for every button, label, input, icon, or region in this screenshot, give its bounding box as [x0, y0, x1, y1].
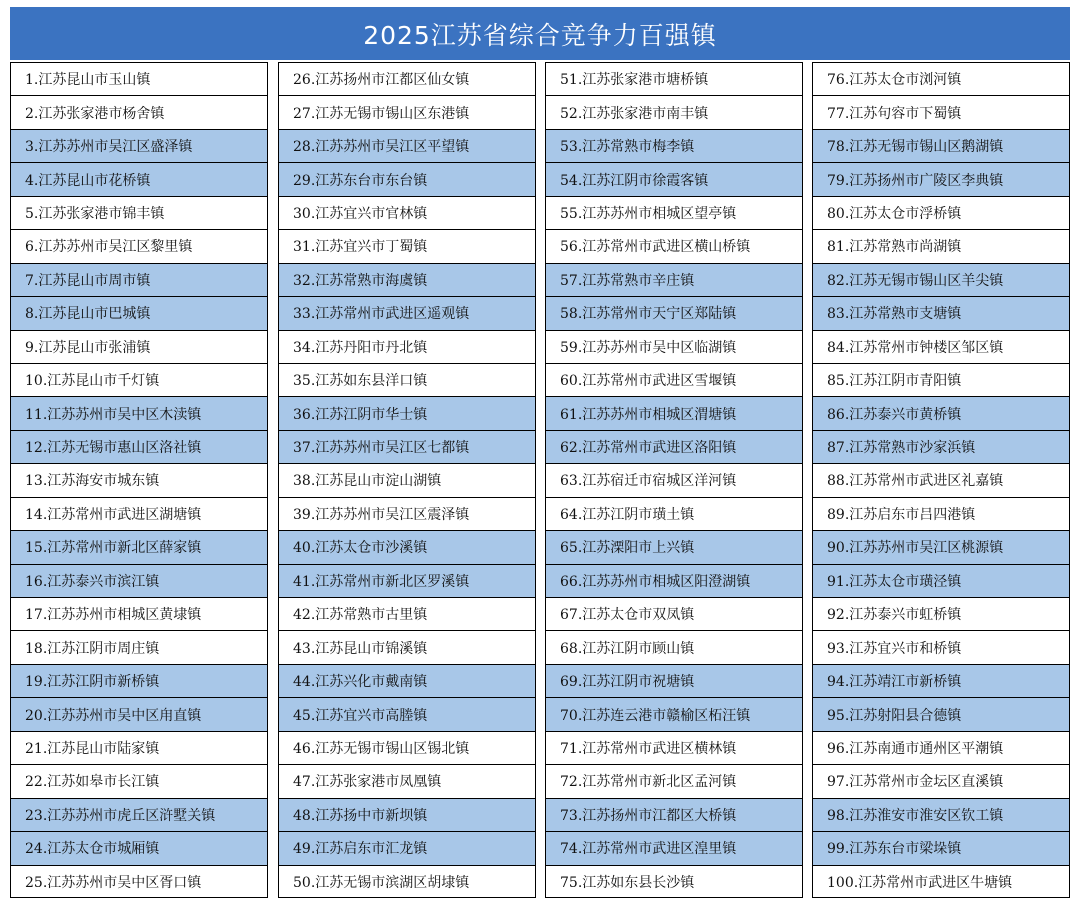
table-cell: 34.江苏丹阳市丹北镇: [279, 330, 535, 363]
page-title: 2025江苏省综合竞争力百强镇: [363, 20, 717, 50]
table-cell: 8.江苏昆山市巴城镇: [11, 296, 267, 329]
table-cell: 52.江苏张家港市南丰镇: [546, 95, 802, 128]
table-cell: 60.江苏常州市武进区雪堰镇: [546, 363, 802, 396]
table-cell: 88.江苏常州市武进区礼嘉镇: [813, 463, 1069, 496]
table-cell: 15.江苏常州市新北区薛家镇: [11, 530, 267, 563]
table-cell: 40.江苏太仓市沙溪镇: [279, 530, 535, 563]
table-cell: 95.江苏射阳县合德镇: [813, 697, 1069, 730]
table-cell: 55.江苏苏州市相城区望亭镇: [546, 196, 802, 229]
table-cell: 66.江苏苏州市相城区阳澄湖镇: [546, 564, 802, 597]
ranking-column-1: [10, 62, 268, 898]
table-cell: 75.江苏如东县长沙镇: [546, 865, 802, 898]
table-cell: 56.江苏常州市武进区横山桥镇: [546, 229, 802, 262]
table-cell: 90.江苏苏州市吴江区桃源镇: [813, 530, 1069, 563]
table-cell: 30.江苏宜兴市官林镇: [279, 196, 535, 229]
table-cell: 77.江苏句容市下蜀镇: [813, 95, 1069, 128]
table-cell: 50.江苏无锡市滨湖区胡埭镇: [279, 865, 535, 898]
table-cell: 16.江苏泰兴市滨江镇: [11, 564, 267, 597]
table-cell: 25.江苏苏州市吴中区胥口镇: [11, 865, 267, 898]
table-cell: 14.江苏常州市武进区湖塘镇: [11, 497, 267, 530]
table-cell: 24.江苏太仓市城厢镇: [11, 831, 267, 864]
table-cell: 38.江苏昆山市淀山湖镇: [279, 463, 535, 496]
ranking-columns: [10, 62, 1070, 898]
table-cell: 83.江苏常熟市支塘镇: [813, 296, 1069, 329]
ranking-column-2: [278, 62, 536, 898]
table-cell: 54.江苏江阴市徐霞客镇: [546, 162, 802, 195]
table-cell: 49.江苏启东市汇龙镇: [279, 831, 535, 864]
table-cell: 73.江苏扬州市江都区大桥镇: [546, 798, 802, 831]
table-cell: 39.江苏苏州市吴江区震泽镇: [279, 497, 535, 530]
table-cell: 72.江苏常州市新北区孟河镇: [546, 764, 802, 797]
table-cell: 51.江苏张家港市塘桥镇: [546, 62, 802, 95]
table-cell: 21.江苏昆山市陆家镇: [11, 731, 267, 764]
table-cell: 79.江苏扬州市广陵区李典镇: [813, 162, 1069, 195]
table-cell: 86.江苏泰兴市黄桥镇: [813, 396, 1069, 429]
table-cell: 70.江苏连云港市赣榆区柘汪镇: [546, 697, 802, 730]
table-cell: 27.江苏无锡市锡山区东港镇: [279, 95, 535, 128]
table-cell: 48.江苏扬中市新坝镇: [279, 798, 535, 831]
table-cell: 42.江苏常熟市古里镇: [279, 597, 535, 630]
table-cell: 82.江苏无锡市锡山区羊尖镇: [813, 263, 1069, 296]
table-cell: 61.江苏苏州市相城区渭塘镇: [546, 396, 802, 429]
table-cell: 29.江苏东台市东台镇: [279, 162, 535, 195]
table-cell: 43.江苏昆山市锦溪镇: [279, 630, 535, 663]
table-cell: 91.江苏太仓市璜泾镇: [813, 564, 1069, 597]
table-cell: 28.江苏苏州市吴江区平望镇: [279, 129, 535, 162]
table-cell: 7.江苏昆山市周市镇: [11, 263, 267, 296]
table-cell: 10.江苏昆山市千灯镇: [11, 363, 267, 396]
table-cell: 74.江苏常州市武进区湟里镇: [546, 831, 802, 864]
table-cell: 100.江苏常州市武进区牛塘镇: [813, 865, 1069, 898]
table-cell: 6.江苏苏州市吴江区黎里镇: [11, 229, 267, 262]
table-cell: 94.江苏靖江市新桥镇: [813, 664, 1069, 697]
table-cell: 80.江苏太仓市浮桥镇: [813, 196, 1069, 229]
table-cell: 58.江苏常州市天宁区郑陆镇: [546, 296, 802, 329]
table-cell: 12.江苏无锡市惠山区洛社镇: [11, 430, 267, 463]
table-cell: 1.江苏昆山市玉山镇: [11, 62, 267, 95]
table-cell: 2.江苏张家港市杨舍镇: [11, 95, 267, 128]
table-cell: 87.江苏常熟市沙家浜镇: [813, 430, 1069, 463]
table-cell: 96.江苏南通市通州区平潮镇: [813, 731, 1069, 764]
table-cell: 18.江苏江阴市周庄镇: [11, 630, 267, 663]
table-cell: 89.江苏启东市吕四港镇: [813, 497, 1069, 530]
table-cell: 11.江苏苏州市吴中区木渎镇: [11, 396, 267, 429]
table-cell: 26.江苏扬州市江都区仙女镇: [279, 62, 535, 95]
table-cell: 32.江苏常熟市海虞镇: [279, 263, 535, 296]
ranking-column-4: [812, 62, 1070, 898]
table-cell: 65.江苏溧阳市上兴镇: [546, 530, 802, 563]
table-cell: 98.江苏淮安市淮安区钦工镇: [813, 798, 1069, 831]
table-cell: 41.江苏常州市新北区罗溪镇: [279, 564, 535, 597]
table-cell: 81.江苏常熟市尚湖镇: [813, 229, 1069, 262]
table-cell: 53.江苏常熟市梅李镇: [546, 129, 802, 162]
table-cell: 57.江苏常熟市辛庄镇: [546, 263, 802, 296]
table-cell: 31.江苏宜兴市丁蜀镇: [279, 229, 535, 262]
table-cell: 97.江苏常州市金坛区直溪镇: [813, 764, 1069, 797]
table-cell: 85.江苏江阴市青阳镇: [813, 363, 1069, 396]
table-cell: 67.江苏太仓市双凤镇: [546, 597, 802, 630]
table-cell: 9.江苏昆山市张浦镇: [11, 330, 267, 363]
table-cell: 13.江苏海安市城东镇: [11, 463, 267, 496]
ranking-column-3: [545, 62, 803, 898]
table-cell: 71.江苏常州市武进区横林镇: [546, 731, 802, 764]
table-cell: 92.江苏泰兴市虹桥镇: [813, 597, 1069, 630]
table-cell: 36.江苏江阴市华士镇: [279, 396, 535, 429]
table-cell: 37.江苏苏州市吴江区七都镇: [279, 430, 535, 463]
table-cell: 4.江苏昆山市花桥镇: [11, 162, 267, 195]
table-cell: 17.江苏苏州市相城区黄埭镇: [11, 597, 267, 630]
table-cell: 64.江苏江阴市璜土镇: [546, 497, 802, 530]
table-cell: 68.江苏江阴市顾山镇: [546, 630, 802, 663]
table-cell: 22.江苏如皋市长江镇: [11, 764, 267, 797]
table-cell: 5.江苏张家港市锦丰镇: [11, 196, 267, 229]
table-cell: 20.江苏苏州市吴中区甪直镇: [11, 697, 267, 730]
table-cell: 63.江苏宿迁市宿城区洋河镇: [546, 463, 802, 496]
table-cell: 99.江苏东台市梁垛镇: [813, 831, 1069, 864]
table-cell: 46.江苏无锡市锡山区锡北镇: [279, 731, 535, 764]
table-cell: 23.江苏苏州市虎丘区浒墅关镇: [11, 798, 267, 831]
table-cell: 45.江苏宜兴市高塍镇: [279, 697, 535, 730]
table-cell: 78.江苏无锡市锡山区鹅湖镇: [813, 129, 1069, 162]
table-cell: 62.江苏常州市武进区洛阳镇: [546, 430, 802, 463]
table-cell: 35.江苏如东县洋口镇: [279, 363, 535, 396]
table-cell: 44.江苏兴化市戴南镇: [279, 664, 535, 697]
table-cell: 93.江苏宜兴市和桥镇: [813, 630, 1069, 663]
table-cell: 47.江苏张家港市凤凰镇: [279, 764, 535, 797]
table-cell: 59.江苏苏州市吴中区临湖镇: [546, 330, 802, 363]
table-cell: 69.江苏江阴市祝塘镇: [546, 664, 802, 697]
table-cell: 3.江苏苏州市吴江区盛泽镇: [11, 129, 267, 162]
table-cell: 19.江苏江阴市新桥镇: [11, 664, 267, 697]
table-cell: 84.江苏常州市钟楼区邹区镇: [813, 330, 1069, 363]
title-bar: [10, 7, 1070, 60]
table-cell: 33.江苏常州市武进区遥观镇: [279, 296, 535, 329]
table-cell: 76.江苏太仓市浏河镇: [813, 62, 1069, 95]
